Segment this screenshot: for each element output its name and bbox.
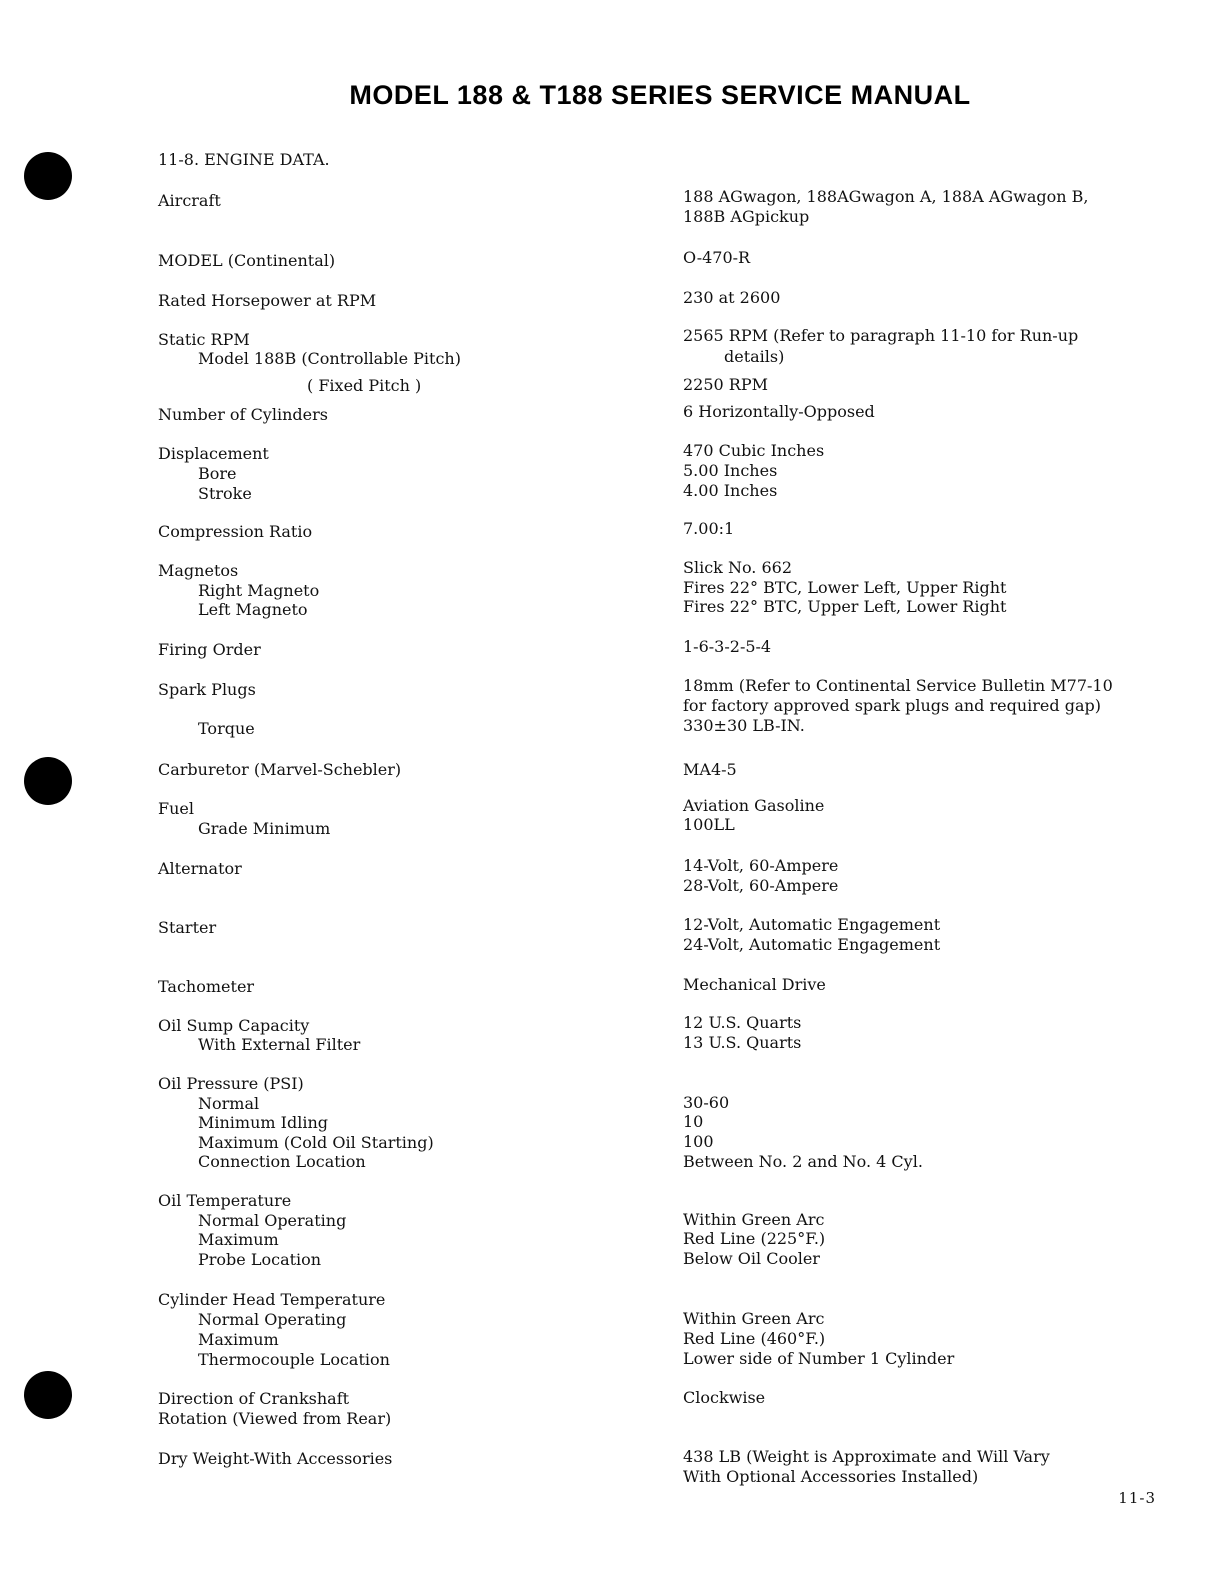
label-grade-minimum: Grade Minimum (198, 819, 331, 838)
value-model: O-470-R (683, 248, 751, 267)
value-aircraft-2: 188B AGpickup (683, 207, 810, 226)
page-title: MODEL 188 & T188 SERIES SERVICE MANUAL (349, 80, 971, 110)
value-starter-1: 12-Volt, Automatic Engagement (683, 915, 941, 934)
label-compression: Compression Ratio (158, 522, 313, 541)
label-oil-pressure-min: Minimum Idling (198, 1113, 328, 1132)
label-static-rpm-fixed: ( Fixed Pitch ) (307, 376, 422, 395)
label-oil-pressure-normal: Normal (198, 1094, 260, 1113)
label-carburetor: Carburetor (Marvel-Schebler) (158, 760, 402, 779)
label-oil-pressure-connection: Connection Location (198, 1152, 366, 1171)
value-static-rpm-2: 2250 RPM (683, 375, 768, 394)
value-rated-horsepower: 230 at 2600 (683, 288, 781, 307)
value-tachometer: Mechanical Drive (683, 975, 826, 994)
value-cht-max: Red Line (460°F.) (683, 1329, 826, 1348)
value-spark-plugs-1: 18mm (Refer to Continental Service Bulletin M77-10 (683, 676, 1113, 695)
value-oil-pressure-min: 10 (683, 1112, 704, 1131)
value-oil-pressure-connection: Between No. 2 and No. 4 Cyl. (683, 1152, 923, 1171)
value-dry-weight-2: With Optional Accessories Installed) (683, 1467, 979, 1486)
label-aircraft: Aircraft (158, 191, 221, 210)
label-magnetos: Magnetos (158, 561, 239, 580)
value-aircraft-1: 188 AGwagon, 188AGwagon A, 188A AGwagon B, (683, 187, 1089, 206)
label-oil-sump: Oil Sump Capacity (158, 1016, 310, 1035)
value-oil-sump: 12 U.S. Quarts (683, 1013, 802, 1032)
label-cylinder-head-temp: Cylinder Head Temperature (158, 1290, 386, 1309)
label-static-rpm: Static RPM (158, 330, 250, 349)
value-firing-order: 1-6-3-2-5-4 (683, 637, 772, 656)
value-external-filter: 13 U.S. Quarts (683, 1033, 802, 1052)
label-cht-thermocouple: Thermocouple Location (198, 1350, 390, 1369)
label-oil-pressure: Oil Pressure (PSI) (158, 1074, 304, 1093)
value-oil-temp-probe: Below Oil Cooler (683, 1249, 820, 1268)
binder-hole-bottom (24, 1371, 72, 1419)
value-carburetor: MA4-5 (683, 760, 737, 779)
label-torque: Torque (198, 719, 255, 738)
label-crankshaft-1: Direction of Crankshaft (158, 1389, 350, 1408)
label-static-rpm-controllable: Model 188B (Controllable Pitch) (198, 349, 461, 368)
value-cylinders: 6 Horizontally-Opposed (683, 402, 875, 421)
value-right-magneto: Fires 22° BTC, Lower Left, Upper Right (683, 578, 1007, 597)
page-number: 11-3 (1118, 1489, 1156, 1507)
label-starter: Starter (158, 918, 217, 937)
value-oil-temp-normal: Within Green Arc (683, 1210, 825, 1229)
label-oil-temp-probe: Probe Location (198, 1250, 322, 1269)
label-oil-temperature: Oil Temperature (158, 1191, 292, 1210)
value-compression: 7.00:1 (683, 519, 735, 538)
value-oil-temp-max: Red Line (225°F.) (683, 1229, 826, 1248)
value-oil-pressure-normal: 30-60 (683, 1093, 730, 1112)
value-torque: 330±30 LB-IN. (683, 716, 805, 735)
value-static-rpm-1b: details) (724, 347, 785, 366)
label-bore: Bore (198, 464, 237, 483)
value-left-magneto: Fires 22° BTC, Upper Left, Lower Right (683, 597, 1007, 616)
label-dry-weight: Dry Weight-With Accessories (158, 1449, 393, 1468)
label-rated-horsepower: Rated Horsepower at RPM (158, 291, 377, 310)
value-spark-plugs-2: for factory approved spark plugs and required gap) (683, 696, 1101, 715)
label-crankshaft-2: Rotation (Viewed from Rear) (158, 1409, 392, 1428)
value-alternator-2: 28-Volt, 60-Ampere (683, 876, 839, 895)
value-magnetos: Slick No. 662 (683, 558, 792, 577)
value-cht-normal: Within Green Arc (683, 1309, 825, 1328)
value-dry-weight-1: 438 LB (Weight is Approximate and Will Vary (683, 1447, 1050, 1466)
label-cht-max: Maximum (198, 1330, 279, 1349)
label-spark-plugs: Spark Plugs (158, 680, 256, 699)
label-oil-temp-max: Maximum (198, 1230, 279, 1249)
label-right-magneto: Right Magneto (198, 581, 320, 600)
label-displacement: Displacement (158, 444, 269, 463)
value-oil-pressure-max: 100 (683, 1132, 714, 1151)
label-alternator: Alternator (158, 859, 242, 878)
label-stroke: Stroke (198, 484, 252, 503)
value-fuel: Aviation Gasoline (683, 796, 825, 815)
value-alternator-1: 14-Volt, 60-Ampere (683, 856, 839, 875)
binder-hole-middle (24, 757, 72, 805)
label-cht-normal: Normal Operating (198, 1310, 347, 1329)
label-firing-order: Firing Order (158, 640, 261, 659)
value-displacement: 470 Cubic Inches (683, 441, 825, 460)
section-heading: 11-8. ENGINE DATA. (158, 150, 330, 169)
label-external-filter: With External Filter (198, 1035, 361, 1054)
binder-hole-top (24, 152, 72, 200)
label-fuel: Fuel (158, 799, 194, 818)
label-oil-pressure-max: Maximum (Cold Oil Starting) (198, 1133, 434, 1152)
value-grade-minimum: 100LL (683, 815, 735, 834)
value-static-rpm-1: 2565 RPM (Refer to paragraph 11-10 for Run-up (683, 326, 1079, 345)
value-starter-2: 24-Volt, Automatic Engagement (683, 935, 941, 954)
value-bore: 5.00 Inches (683, 461, 778, 480)
value-crankshaft: Clockwise (683, 1388, 766, 1407)
label-tachometer: Tachometer (158, 977, 255, 996)
value-stroke: 4.00 Inches (683, 481, 778, 500)
value-cht-thermocouple: Lower side of Number 1 Cylinder (683, 1349, 955, 1368)
label-cylinders: Number of Cylinders (158, 405, 328, 424)
label-left-magneto: Left Magneto (198, 600, 308, 619)
label-oil-temp-normal: Normal Operating (198, 1211, 347, 1230)
label-model: MODEL (Continental) (158, 251, 336, 270)
